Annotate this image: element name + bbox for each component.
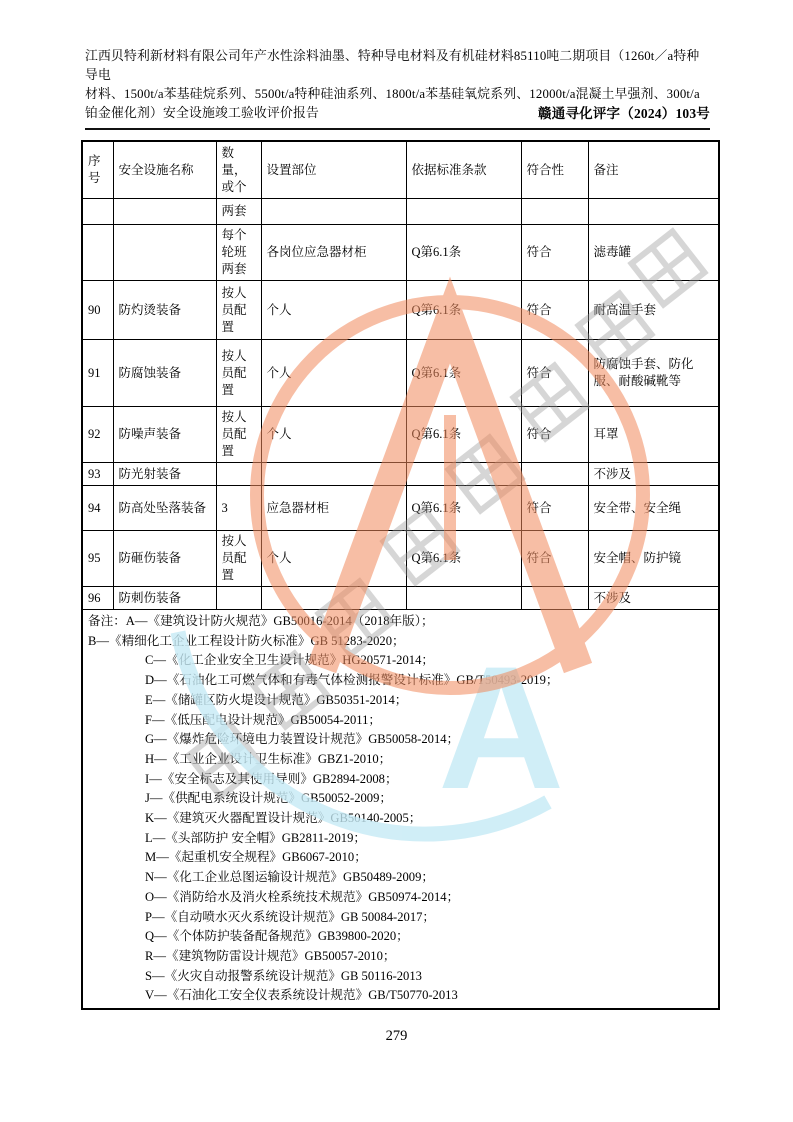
- col-header-no: 序号: [82, 141, 113, 199]
- cell-qty: 按人员配置: [216, 407, 261, 463]
- page-number: 279: [385, 1028, 408, 1044]
- cell-location: 个人: [261, 531, 406, 587]
- header-line-3: [85, 104, 710, 123]
- cell-qty: 两套: [216, 199, 261, 225]
- note-line: S—《火灾自动报警系统设计规范》GB 50116-2013: [145, 968, 422, 983]
- cell-remark: 耐高温手套: [588, 281, 719, 340]
- note-line: M—《起重机安全规程》GB6067-2010；: [145, 850, 367, 865]
- note-line: 备注：A—《建筑设计防火规范》GB50016-2014（2018年版）；: [88, 614, 434, 628]
- blue-letter-a: A: [438, 631, 565, 826]
- cell-qty: 每个轮班两套: [216, 225, 261, 281]
- table-header-row: [82, 141, 719, 199]
- cell-conformity: 符合: [521, 486, 588, 531]
- document-header: [85, 47, 710, 130]
- table-row: [82, 199, 719, 225]
- cell-name: [113, 199, 216, 225]
- col-header-conformity: 符合性: [521, 141, 588, 199]
- cell-remark: 防腐蚀手套、防化服、耐酸碱靴等: [588, 340, 719, 407]
- table-row: [82, 486, 719, 531]
- cell-conformity: 符合: [521, 340, 588, 407]
- notes-row: [82, 610, 719, 1010]
- cell-no: 95: [82, 531, 113, 587]
- cell-remark: 安全带、安全绳: [588, 486, 719, 531]
- note-line: N—《化工企业总图运输设计规范》GB50489-2009；: [145, 870, 434, 885]
- cell-name: 防光射装备: [113, 463, 216, 486]
- cell-conformity: 符合: [521, 281, 588, 340]
- cell-conformity: 符合: [521, 225, 588, 281]
- cell-remark: [588, 199, 719, 225]
- note-line: L—《头部防护 安全帽》GB2811-2019；: [145, 830, 366, 845]
- note-line: P—《自动喷水灭火系统设计规范》GB 50084-2017；: [145, 909, 436, 924]
- cell-remark: 滤毒罐: [588, 225, 719, 281]
- cell-standard: Q第6.1条: [406, 407, 521, 463]
- cell-no: 93: [82, 463, 113, 486]
- cell-standard: [406, 587, 521, 610]
- cell-standard: Q第6.1条: [406, 340, 521, 407]
- table-row: [82, 463, 719, 486]
- cell-standard: Q第6.1条: [406, 281, 521, 340]
- cell-location: 个人: [261, 281, 406, 340]
- cell-qty: 按人员配置: [216, 531, 261, 587]
- note-line: Q—《个体防护装备配备规范》GB39800-2020；: [145, 929, 409, 944]
- cell-no: 94: [82, 486, 113, 531]
- cell-no: 96: [82, 587, 113, 610]
- header-line-1: 江西贝特利新材料有限公司年产水性涂料油墨、特种导电材料及有机硅材料85110吨二期项目（1260t／a特种导电: [85, 49, 700, 82]
- cell-remark: 安全帽、防护镜: [588, 531, 719, 587]
- table-row: [82, 281, 719, 340]
- table-row: [82, 407, 719, 463]
- cell-standard: Q第6.1条: [406, 486, 521, 531]
- col-header-standard: 依据标准条款: [406, 141, 521, 199]
- note-line: H—《工业企业设计卫生标准》GBZ1-2010；: [145, 751, 392, 766]
- cell-location: [261, 463, 406, 486]
- note-line: O—《消防给水及消火栓系统技术规范》GB50974-2014；: [145, 889, 460, 904]
- note-line: D—《石油化工可燃气体和有毒气体检测报警设计标准》GB/T50493-2019；: [145, 673, 559, 688]
- cell-name: [113, 225, 216, 281]
- note-line: V—《石油化工安全仪表系统设计规范》GB/T50770-2013: [145, 988, 458, 1003]
- cell-location: 个人: [261, 407, 406, 463]
- cell-no: [82, 225, 113, 281]
- cell-no: 90: [82, 281, 113, 340]
- cell-name: 防刺伤装备: [113, 587, 216, 610]
- cell-location: [261, 587, 406, 610]
- table-row: [82, 340, 719, 407]
- note-line: R—《建筑物防雷设计规范》GB50057-2010；: [145, 948, 396, 963]
- note-line: G—《爆炸危险环境电力装置设计规范》GB50058-2014；: [145, 732, 460, 747]
- cell-location: 应急器材柜: [261, 486, 406, 531]
- safety-facilities-table: [81, 140, 720, 1010]
- cell-no: 92: [82, 407, 113, 463]
- col-header-location: 设置部位: [261, 141, 406, 199]
- cell-name: 防灼烫装备: [113, 281, 216, 340]
- report-title: 铂金催化剂）安全设施竣工验收评价报告: [85, 106, 319, 120]
- note-line: F—《低压配电设计规范》GB50054-2011；: [145, 712, 382, 727]
- notes-cell: [82, 610, 719, 1010]
- cell-no: 91: [82, 340, 113, 407]
- cell-qty: 3: [216, 486, 261, 531]
- cell-remark: 耳罩: [588, 407, 719, 463]
- cell-name: 防砸伤装备: [113, 531, 216, 587]
- cell-name: 防噪声装备: [113, 407, 216, 463]
- note-line: K—《建筑灭火器配置设计规范》GB50140-2005；: [145, 811, 422, 826]
- table-row: [82, 225, 719, 281]
- header-line-2: 材料、1500t/a苯基硅烷系列、5500t/a特种硅油系列、1800t/a苯基硅氧烷系列、12000t/a混凝土早强剂、300t/a: [85, 87, 700, 101]
- cell-remark: 不涉及: [588, 463, 719, 486]
- cell-no: [82, 199, 113, 225]
- cell-conformity: [521, 463, 588, 486]
- cell-conformity: [521, 199, 588, 225]
- note-line: E—《储罐区防火堤设计规范》GB50351-2014；: [145, 692, 408, 707]
- col-header-remark: 备注: [588, 141, 719, 199]
- document-number: 赣通寻化评字（2024）103号: [538, 106, 710, 121]
- cell-location: [261, 199, 406, 225]
- table-row: [82, 531, 719, 587]
- cell-conformity: 符合: [521, 531, 588, 587]
- cell-conformity: 符合: [521, 407, 588, 463]
- cell-standard: Q第6.1条: [406, 225, 521, 281]
- cell-name: 防高处坠落装备: [113, 486, 216, 531]
- note-line: J—《供配电系统设计规范》GB50052-2009；: [145, 791, 392, 806]
- note-line: B—《精细化工企业工程设计防火标准》GB 51283-2020；: [88, 633, 405, 648]
- cell-location: 个人: [261, 340, 406, 407]
- cell-standard: [406, 463, 521, 486]
- cell-name: 防腐蚀装备: [113, 340, 216, 407]
- cell-qty: 按人员配置: [216, 340, 261, 407]
- col-header-qty: 数量，或个: [216, 141, 261, 199]
- cell-remark: 不涉及: [588, 587, 719, 610]
- cell-qty: [216, 587, 261, 610]
- table-row: [82, 587, 719, 610]
- cell-location: 各岗位应急器材柜: [261, 225, 406, 281]
- cell-qty: 按人员配置: [216, 281, 261, 340]
- note-line: C—《化工企业安全卫生设计规范》HG20571-2014；: [145, 653, 434, 668]
- cell-standard: [406, 199, 521, 225]
- col-header-name: 安全设施名称: [113, 141, 216, 199]
- note-line: I—《安全标志及其使用导则》GB2894-2008；: [145, 771, 398, 786]
- cell-qty: [216, 463, 261, 486]
- cell-standard: Q第6.1条: [406, 531, 521, 587]
- cell-conformity: [521, 587, 588, 610]
